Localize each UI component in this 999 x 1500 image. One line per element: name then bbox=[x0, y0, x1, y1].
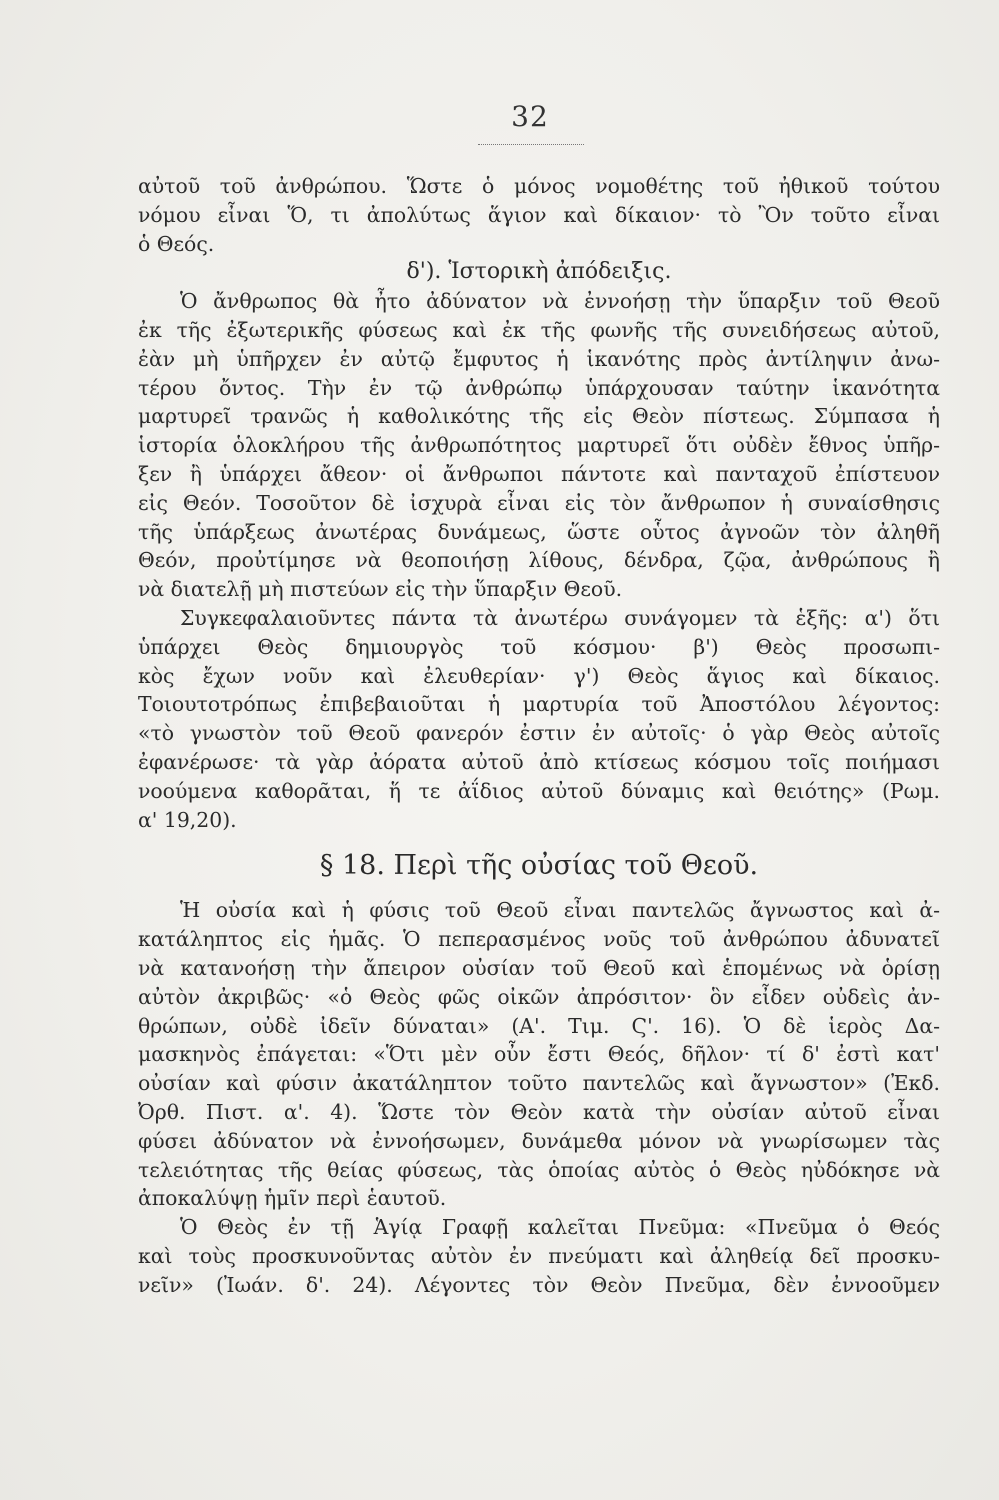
text-line: ὁ Θεός. bbox=[138, 231, 215, 256]
text-line: ἐὰν μὴ ὑπῆρχεν ἐν αὐτῷ ἔμφυτος ἡ ἱκανότης πρὸς ἀντίληψιν ἀνω- bbox=[138, 346, 940, 371]
text-line: Θεόν, προὐτίμησε νὰ θεοποιήσῃ λίθους, δένδρα, ζῷα, ἀνθρώπους ἢ bbox=[138, 548, 940, 573]
text-line: νόμου εἶναι Ὅ, τι ἀπολύτως ἅγιον καὶ δίκαιον· τὸ Ὂν τοῦτο εἶναι bbox=[138, 202, 940, 227]
text-line: Συγκεφαλαιοῦντες πάντα τὰ ἀνωτέρω συνάγομεν τὰ ἑξῆς: α') ὅτι bbox=[180, 605, 940, 630]
text-line: ἱστορία ὁλοκλήρου τῆς ἀνθρωπότητος μαρτυρεῖ ὅτι οὐδὲν ἔθνος ὑπῆρ- bbox=[138, 433, 940, 458]
text-line: νὰ διατελῇ μὴ πιστεύων εἰς τὴν ὕπαρξιν Θεοῦ. bbox=[138, 577, 623, 602]
paragraph-summary bbox=[138, 604, 940, 834]
text-line: μαρτυρεῖ τρανῶς ἡ καθολικότης τῆς εἰς Θεὸν πίστεως. Σύμπασα ἡ bbox=[138, 404, 940, 429]
text-line: κατάληπτος εἰς ἡμᾶς. Ὁ πεπερασμένος νοῦς τοῦ ἀνθρώπου ἀδυνατεῖ bbox=[138, 927, 940, 952]
text-line: νὰ κατανοήσῃ τὴν ἄπειρον οὐσίαν τοῦ Θεοῦ καὶ ἑπομένως νὰ ὁρίσῃ bbox=[138, 955, 940, 980]
text-line: αὐτοῦ τοῦ ἀνθρώπου. Ὥστε ὁ μόνος νομοθέτης τοῦ ἠθικοῦ τούτου bbox=[138, 174, 940, 198]
text-line: Ἡ οὐσία καὶ ἡ φύσις τοῦ Θεοῦ εἶναι παντελῶς ἄγνωστος καὶ ἀ- bbox=[180, 898, 940, 923]
text-line: μασκηνὸς ἐπάγεται: «Ὅτι μὲν οὖν ἔστι Θεός, δῆλον· τί δ' ἐστὶ κατ' bbox=[138, 1042, 940, 1067]
text-line: Ὀρθ. Πιστ. α'. 4). Ὥστε τὸν Θεὸν κατὰ τὴν οὐσίαν αὐτοῦ εἶναι bbox=[138, 1099, 940, 1124]
text-line: Ὁ ἄνθρωπος θὰ ἦτο ἀδύνατον νὰ ἐννοήσῃ τὴν ὕπαρξιν τοῦ Θεοῦ bbox=[180, 289, 940, 314]
text-line: κὸς ἔχων νοῦν καὶ ἐλευθερίαν· γ') Θεὸς ἅγιος καὶ δίκαιος. bbox=[138, 663, 940, 688]
text-line: α' 19,20). bbox=[138, 807, 237, 832]
text-line: τέρου ὄντος. Τὴν ἐν τῷ ἀνθρώπῳ ὑπάρχουσαν ταύτην ἱκανότητα bbox=[138, 375, 940, 400]
text-line: ἐκ τῆς ἐξωτερικῆς φύσεως καὶ ἐκ τῆς φωνῆς τῆς συνειδήσεως αὐτοῦ, bbox=[138, 317, 940, 342]
text-line: φύσει ἀδύνατον νὰ ἐννοήσωμεν, δυνάμεθα μόνον νὰ γνωρίσωμεν τὰς bbox=[138, 1128, 940, 1153]
page-number-rule bbox=[478, 144, 584, 145]
paragraph-intro bbox=[138, 172, 940, 258]
text-line: οὐσίαν καὶ φύσιν ἀκατάληπτον τοῦτο παντελῶς καὶ ἄγνωστον» (Ἐκδ. bbox=[138, 1071, 940, 1096]
text-line: ἐφανέρωσε· τὰ γὰρ ἀόρατα αὐτοῦ ἀπὸ κτίσεως κόσμου τοῖς ποιήμασι bbox=[138, 749, 940, 774]
paragraph-historical bbox=[138, 287, 940, 604]
text-line: τελειότητας τῆς θείας φύσεως, τὰς ὁποίας αὐτὸς ὁ Θεὸς ηὐδόκησε νὰ bbox=[138, 1157, 940, 1182]
paragraph-essence bbox=[138, 896, 940, 1213]
section-heading: § 18. Περὶ τῆς οὐσίας τοῦ Θεοῦ. bbox=[319, 850, 759, 882]
text-line: νοούμενα καθορᾶται, ἥ τε ἀΐδιος αὐτοῦ δύναμις καὶ θειότης» (Ρωμ. bbox=[138, 778, 940, 803]
text-line: «τὸ γνωστὸν τοῦ Θεοῦ φανερόν ἐστιν ἐν αὐτοῖς· ὁ γὰρ Θεὸς αὐτοῖς bbox=[138, 721, 940, 746]
text-line: Τοιουτοτρόπως ἐπιβεβαιοῦται ἡ μαρτυρία τοῦ Ἀποστόλου λέγοντος: bbox=[138, 692, 940, 717]
text-line: ξεν ἢ ὑπάρχει ἄθεον· οἱ ἄνθρωποι πάντοτε καὶ πανταχοῦ ἐπίστευον bbox=[138, 461, 940, 486]
text-line: ὑπάρχει Θεὸς δημιουργὸς τοῦ κόσμου· β') Θεὸς προσωπι- bbox=[138, 634, 940, 659]
text-line: νεῖν» (Ἰωάν. δ'. 24). Λέγοντες τὸν Θεὸν Πνεῦμα, δὲν ἐννοοῦμεν bbox=[138, 1272, 940, 1297]
text-block bbox=[138, 172, 940, 1299]
text-line: ἀποκαλύψῃ ἡμῖν περὶ ἑαυτοῦ. bbox=[138, 1186, 447, 1211]
text-line: Ὁ Θεὸς ἐν τῇ Ἁγίᾳ Γραφῇ καλεῖται Πνεῦμα: «Πνεῦμα ὁ Θεός bbox=[180, 1215, 940, 1240]
text-line: θρώπων, οὐδὲ ἰδεῖν δύναται» (Α'. Τιμ. Ϛ'. 16). Ὁ δὲ ἱερὸς Δα- bbox=[138, 1013, 940, 1038]
text-line: εἰς Θεόν. Τοσοῦτον δὲ ἰσχυρὰ εἶναι εἰς τὸν ἄνθρωπον ἡ συναίσθησις bbox=[138, 490, 940, 515]
paragraph-spirit bbox=[138, 1213, 940, 1299]
text-line: τῆς ὑπάρξεως ἀνωτέρας δυνάμεως, ὥστε οὗτος ἀγνοῶν τὸν ἀληθῆ bbox=[138, 519, 940, 544]
text-line: καὶ τοὺς προσκυνοῦντας αὐτὸν ἐν πνεύματι καὶ ἀληθείᾳ δεῖ προσκυ- bbox=[138, 1243, 940, 1268]
text-line: αὐτὸν ἀκριβῶς· «ὁ Θεὸς φῶς οἰκῶν ἀπρόσιτον· ὃν εἶδεν οὐδεὶς ἀν- bbox=[138, 984, 940, 1009]
page-number: 32 bbox=[511, 100, 549, 133]
subheading-historical-proof: δ'). Ἱστορικὴ ἀπόδειξις. bbox=[406, 259, 672, 285]
